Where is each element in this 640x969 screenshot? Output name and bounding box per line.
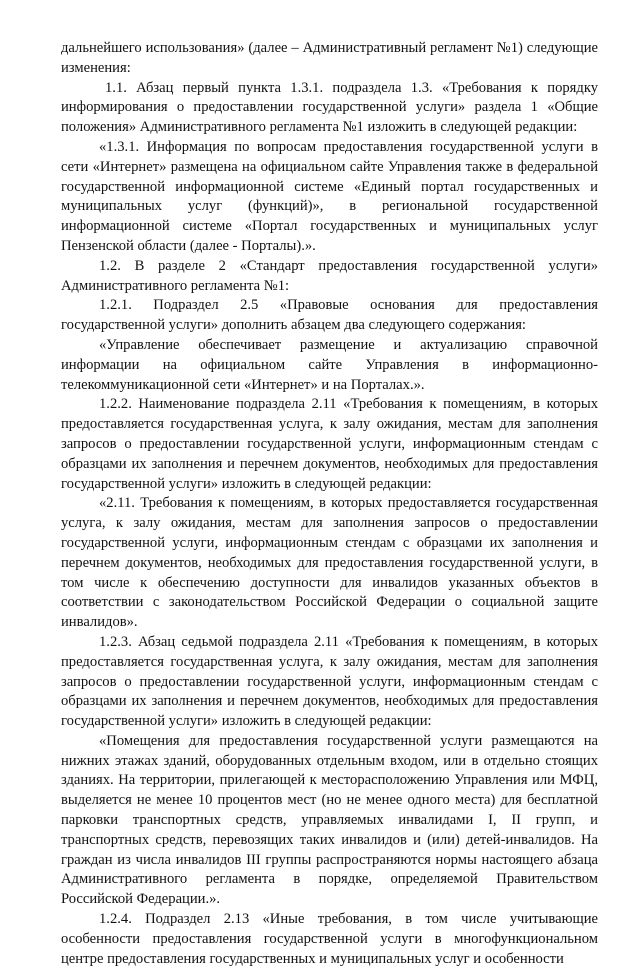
paragraph-quote-premises: «Помещения для предоставления государственной услуги размещаются на нижних этажах зданий, оборудованных отдельным входом, или в отдельно стоящих зданиях. На территории, прилегающей к месторасположению Управления или МФЦ, выделяется не менее 10 процентов мест (но не менее одного места) для бесплатной парковки транспортных средств, управляемых инвалидами I, II групп, и транспортных средств, перевозящих таких инвалидов и (или) детей-инвалидов. На граждан из числа инвалидов III группы распространяются нормы настоящего абзаца Административного регламента в порядке, определяемой Правительством Российской Федерации.». <box>61 732 598 908</box>
paragraph-1-2-2: 1.2.2. Наименование подраздела 2.11 «Требования к помещениям, в которых предоставляется государственная услуга, к залу ожидания, местам для заполнения запросов о предоставлении государственной услуги, информационным стендам с образцами их заполнения и перечнем документов, необходимых для предоставления государственной услуги» изложить в следующей редакции: <box>61 396 598 492</box>
paragraph-1-2-4: 1.2.4. Подраздел 2.13 «Иные требования, в том числе учитывающие особенности предоставления государственной услуги в многофункциональном центре предоставления государственных и муниципальных услуг и особенности <box>61 911 598 967</box>
paragraph-quote-2-11: «2.11. Требования к помещениям, в которых предоставляется государственная услуга, к залу ожидания, местам для заполнения запросов о предоставлении государственной услуги, информационным стендам с образцами их заполнения и перечнем документов, необходимых для предоставления государственной услуги, в том числе к обеспечению доступности для инвалидов указанных объектов в соответствии с законодательством Российской Федерации о социальной защите инвалидов». <box>61 495 598 631</box>
paragraph-1-2-1: 1.2.1. Подраздел 2.5 «Правовые основания для предоставления государственной услуги» дополнить абзацем два следующего содержания: <box>61 297 598 334</box>
paragraph-quote-2-5: «Управление обеспечивает размещение и актуализацию справочной информации на официальном сайте Управления в информационно-телекоммуникационной сети «Интернет» и на Порталах.». <box>61 336 598 393</box>
paragraph-1-2-3: 1.2.3. Абзац седьмой подраздела 2.11 «Требования к помещениям, в которых предоставляется государственная услуга, к залу ожидания, местам для заполнения запросов о предоставлении государственной услуги, информационным стендам с образцами их заполнения и перечнем документов, необходимых для предоставления государственной услуги» изложить в следующей редакции: <box>61 633 598 730</box>
paragraph-1-2: 1.2. В разделе 2 «Стандарт предоставления государственной услуги» Административного регламента №1: <box>61 257 598 294</box>
paragraph-continuation: дальнейшего использования» (далее – Административный регламент №1) следующие изменения: <box>61 40 598 76</box>
document-page <box>61 39 598 969</box>
paragraph-quote-1-3-1: «1.3.1. Информация по вопросам предоставления государственной услуги в сети «Интернет» размещена на официальном сайте Управления также в федеральной государственной информационной системе «Единый портал государственных и муниципальных услуг (функций)», в региональной государственной информационной системе «Портал государственных и муниципальных услуг Пензенской области (далее - Порталы).». <box>61 138 598 254</box>
paragraph-1-1: 1.1. Абзац первый пункта 1.3.1. подраздела 1.3. «Требования к порядку информирования о предоставлении государственной услуги» раздела 1 «Общие положения» Административного регламента №1 изложить в следующей редакции: <box>61 79 598 136</box>
